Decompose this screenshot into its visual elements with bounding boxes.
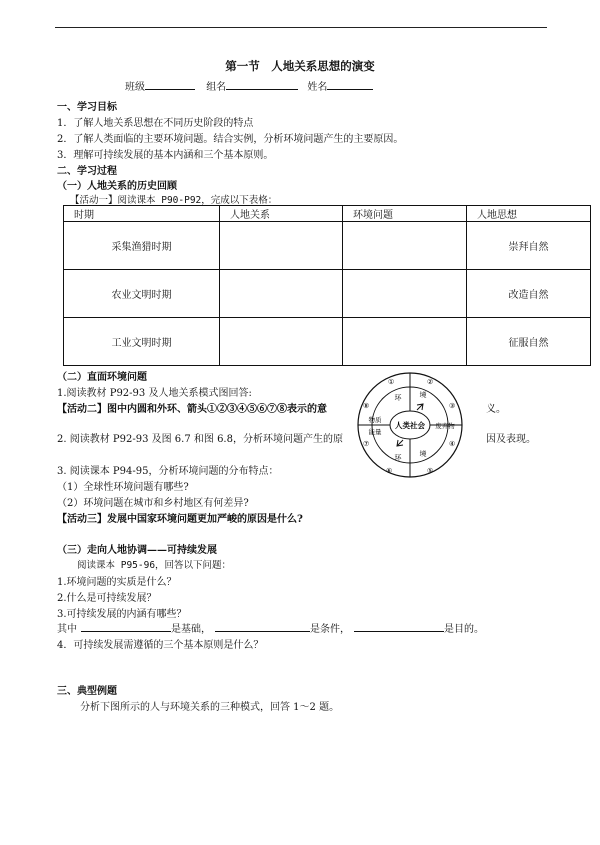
fill-prefix: 其中	[57, 624, 77, 635]
diagram-number: ④	[449, 440, 456, 448]
arrow-icon	[397, 440, 403, 446]
sd-question-2: 2.什么是可持续发展？	[57, 593, 157, 604]
name-field[interactable]	[327, 79, 373, 90]
table-header-cell: 时期	[64, 206, 220, 222]
diagram-number: ①	[388, 378, 395, 386]
human-environment-diagram	[355, 370, 465, 480]
diagram-number: ⑥	[386, 467, 393, 475]
arrow-icon	[417, 404, 423, 410]
fill-condition-label: 是条件，	[310, 624, 350, 635]
diagram-number: ②	[427, 378, 434, 386]
table-row	[64, 270, 591, 318]
relation-cell[interactable]	[220, 222, 343, 270]
table-header-cell: 环境问题	[343, 206, 467, 222]
diagram-material-label: 物质	[368, 416, 382, 424]
problem-cell[interactable]	[343, 270, 467, 318]
table-header-cell: 人地思想	[467, 206, 591, 222]
activity3-text: 【活动三】发展中国家环境问题更加严峻的原因是什么?	[57, 514, 303, 525]
table-header-cell: 人地关系	[220, 206, 343, 222]
table-header-row	[64, 206, 591, 222]
thought-cell: 崇拜自然	[467, 222, 591, 270]
problem-cell[interactable]	[343, 318, 467, 366]
problem-cell[interactable]	[343, 222, 467, 270]
period-cell: 工业文明时期	[64, 318, 220, 366]
thought-cell: 改造自然	[467, 270, 591, 318]
student-info-line	[125, 78, 373, 93]
class-label: 班级	[125, 82, 145, 93]
section2-heading: 二、学习过程	[57, 166, 117, 177]
blank-foundation[interactable]	[81, 621, 171, 632]
sd-question-4: 4．可持续发展需遵循的三个基本原则是什么？	[57, 640, 264, 651]
diagram-number: ⑦	[363, 440, 370, 448]
top-rule	[55, 27, 547, 28]
diagram-center-label: 人类社会	[395, 421, 425, 430]
relation-cell[interactable]	[220, 270, 343, 318]
diagram-number: ③	[449, 402, 456, 410]
question-3b: （2）环境问题在城市和乡村地区有何差异?	[57, 498, 249, 509]
section3-intro: 分析下图所示的人与环境关系的三种模式，回答 1～2 题。	[80, 702, 340, 713]
activity2-label: 【活动二】图中内圆和外环、箭头①②③④⑤⑥⑦⑧表示的意	[57, 404, 327, 415]
blank-condition[interactable]	[215, 621, 310, 632]
diagram-number: ⑧	[363, 402, 370, 410]
fill-goal-label: 是目的。	[444, 624, 484, 635]
period-cell: 采集渔猎时期	[64, 222, 220, 270]
fill-in-line	[57, 620, 484, 635]
subsection1-heading: （一）人地关系的历史回顾	[57, 181, 177, 192]
diagram-number: ⑤	[427, 467, 434, 475]
objective-item: 2．了解人类面临的主要环境问题。结合实例，分析环境问题产生的主要原因。	[57, 134, 404, 145]
period-cell: 农业文明时期	[64, 270, 220, 318]
sd-question-1: 1.环境问题的实质是什么？	[57, 577, 177, 588]
table-row	[64, 222, 591, 270]
group-label: 组名	[206, 82, 227, 93]
table-row	[64, 318, 591, 366]
diagram-energy-label: 能量	[368, 428, 382, 436]
activity1-text: 【活动一】阅读课本 P90-P92，完成以下表格：	[70, 195, 278, 206]
section1-heading: 一、学习目标	[57, 102, 117, 113]
subsection3-heading: （三）走向人地协调——可持续发展	[57, 545, 217, 556]
activity2-end: 义。	[486, 404, 506, 415]
class-field[interactable]	[145, 79, 195, 90]
sd-question-3: 3.可持续发展的内涵有哪些？	[57, 609, 187, 620]
page-title: 第一节 人地关系思想的演变	[225, 59, 375, 73]
relation-cell[interactable]	[220, 318, 343, 366]
question-1: 1.阅读教材 P92-93 及人地关系模式图回答:	[57, 388, 252, 399]
group-field[interactable]	[226, 79, 298, 90]
section3-heading: 三、典型例题	[57, 686, 117, 697]
diagram-env-label: 境	[419, 391, 427, 399]
history-table	[63, 205, 591, 366]
question-3a: （1）全球性环境问题有哪些?	[57, 482, 189, 493]
fill-foundation-label: 是基础，	[171, 624, 211, 635]
subsection2-heading: （二）直面环境问题	[57, 372, 147, 383]
objective-item: 3．理解可持续发展的基本内涵和三个基本原则。	[57, 150, 274, 161]
question-3: 3. 阅读课本 P94-95，分析环境问题的分布特点：	[57, 466, 279, 477]
thought-cell: 征服自然	[467, 318, 591, 366]
diagram-env-label: 环	[394, 394, 402, 402]
diagram-env-label: 境	[419, 450, 427, 458]
question-2-end: 因及表现。	[486, 434, 536, 445]
diagram-env-label: 环	[394, 454, 402, 462]
question-2: 2. 阅读教材 P92-93 及图 6.7 和图 6.8，分析环境问题产生的原	[57, 434, 343, 445]
reading-instruction: 阅读课本 P95-96，回答以下问题：	[77, 560, 232, 571]
blank-goal[interactable]	[354, 621, 444, 632]
diagram-waste-label: 废弃物	[435, 422, 455, 430]
activity2-text	[57, 400, 327, 415]
objective-item: 1．了解人地关系思想在不同历史阶段的特点	[57, 118, 254, 129]
name-label: 姓名	[307, 82, 328, 93]
